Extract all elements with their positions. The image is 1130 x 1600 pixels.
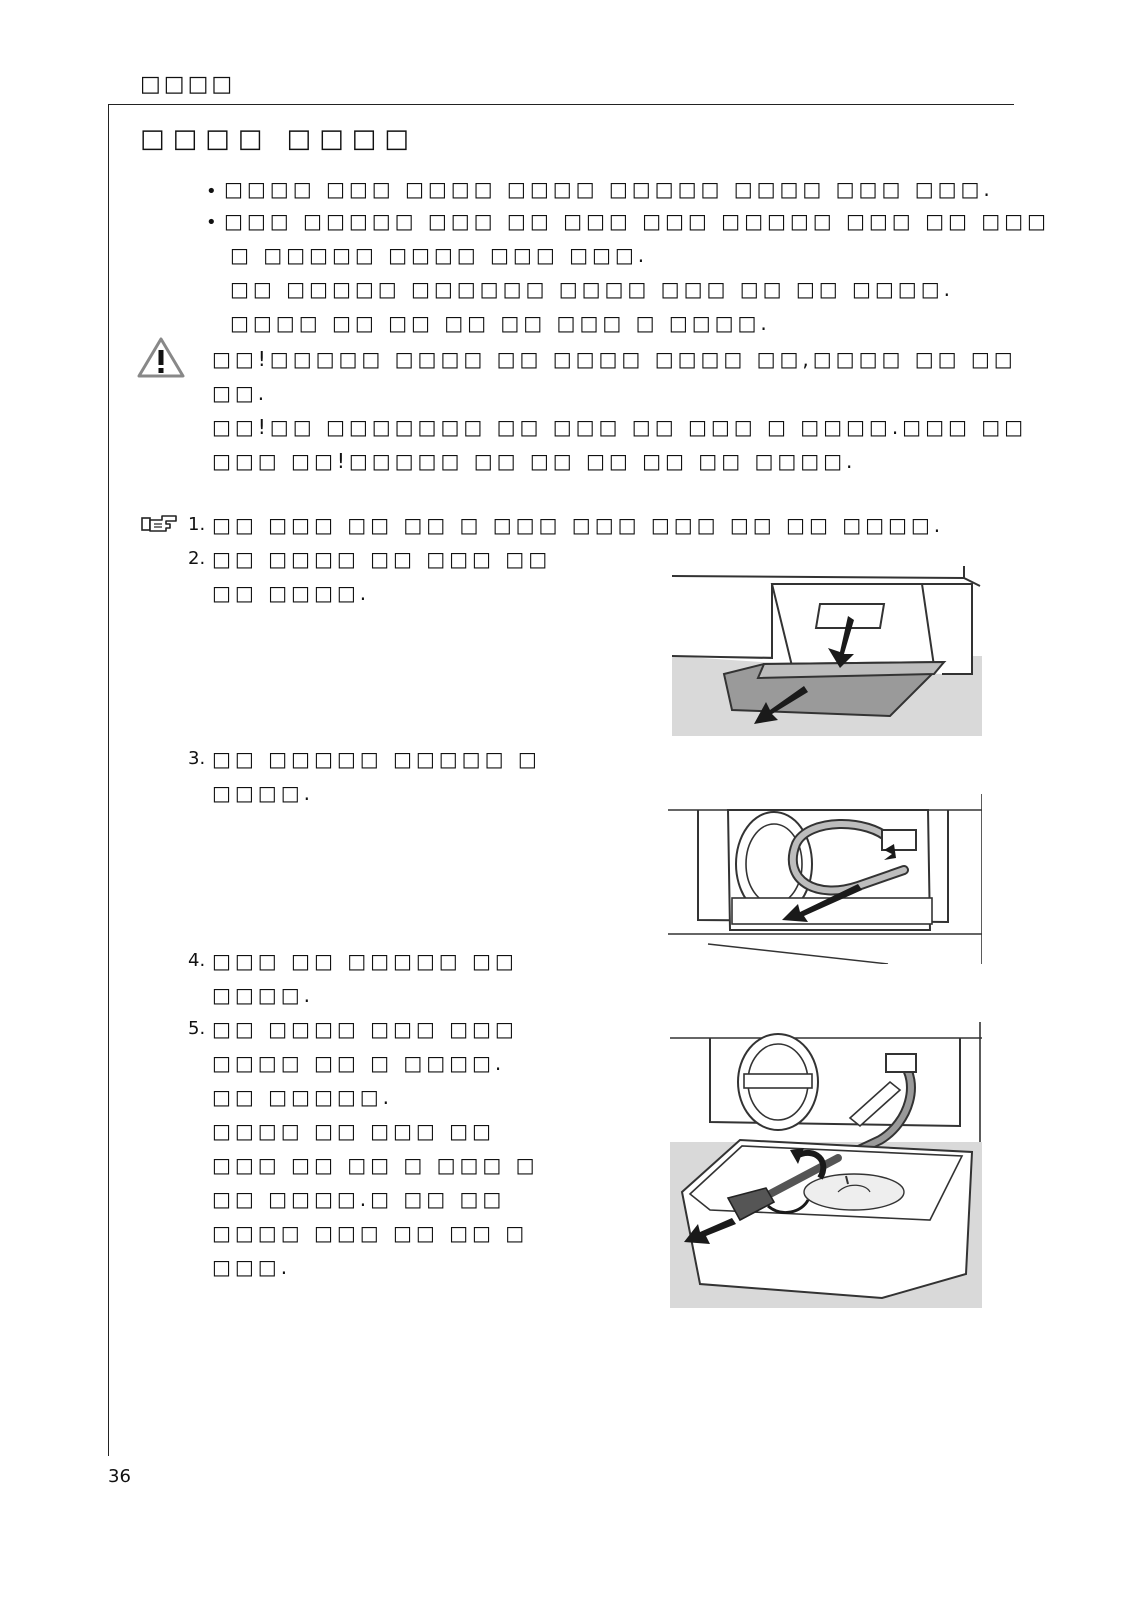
step-text: □□□□.: [212, 983, 314, 1007]
page-number: 36: [108, 1466, 131, 1487]
step-text: □□□□ □□ □□□ □□: [212, 1119, 495, 1143]
step-text: □□ □□□□□ □□□□□ □: [212, 747, 541, 771]
step-text: □□□□ □□ □ □□□□.: [212, 1051, 506, 1075]
step-text: □□ □□□□□.: [212, 1085, 393, 1109]
step-number: 4.: [188, 950, 206, 971]
drain-hose-illustration: [668, 794, 982, 964]
step-text: □□ □□□□ □□ □□□ □□: [212, 547, 552, 571]
section-label: □□□□: [140, 72, 236, 97]
bullet-marker: •: [206, 181, 217, 202]
step-text: □□□□ □□□ □□ □□ □: [212, 1221, 529, 1245]
step-text: □□ □□□□.: [212, 581, 371, 605]
step-number: 3.: [188, 748, 206, 769]
bullet-text: □ □□□□□ □□□□ □□□ □□□.: [230, 243, 649, 267]
step-text: □□□ □□ □□ □ □□□ □: [212, 1153, 539, 1177]
warning-text: □□□ □□!□□□□□ □□ □□ □□ □□ □□ □□□□.: [212, 449, 857, 473]
warning-text: □□.: [212, 381, 269, 405]
bullet-marker: •: [206, 212, 217, 233]
step-number: 5.: [188, 1018, 206, 1039]
page-title: □□□□ □□□□: [140, 124, 417, 154]
warning-text: □□!□□ □□□□□□□ □□ □□□ □□ □□□ □ □□□□.□□□ □□: [212, 415, 1028, 439]
step-text: □□□□.: [212, 781, 314, 805]
bullet-text: □□□ □□□□□ □□□ □□ □□□ □□□ □□□□□ □□□ □□ □□□: [224, 209, 1050, 233]
warning-text: □□!□□□□□ □□□□ □□ □□□□ □□□□ □□,□□□□ □□ □□: [212, 347, 1017, 371]
step-text: □□ □□□ □□ □□ □ □□□ □□□ □□□ □□ □□ □□□□.: [212, 513, 945, 537]
step-text: □□ □□□□ □□□ □□□: [212, 1017, 518, 1041]
margin-rule: [108, 104, 109, 1456]
step-text: □□ □□□□.□ □□ □□: [212, 1187, 506, 1211]
bullet-text: □□ □□□□□ □□□□□□ □□□□ □□□ □□ □□ □□□□.: [230, 277, 954, 301]
bullet-text: □□□□ □□□ □□□□ □□□□ □□□□□ □□□□ □□□ □□□.: [224, 177, 994, 201]
drain-container-illustration: [670, 1022, 982, 1308]
step-text: □□□ □□ □□□□□ □□: [212, 949, 518, 973]
step-number: 2.: [188, 548, 206, 569]
header-rule: [108, 104, 1014, 105]
bullet-text: □□□□ □□ □□ □□ □□ □□□ □ □□□□.: [230, 311, 771, 335]
step-text: □□□.: [212, 1255, 292, 1279]
step-number: 1.: [188, 514, 206, 535]
filter-flap-illustration: [672, 566, 982, 736]
pointing-hand-icon: [140, 512, 180, 536]
warning-triangle-icon: [136, 336, 186, 380]
